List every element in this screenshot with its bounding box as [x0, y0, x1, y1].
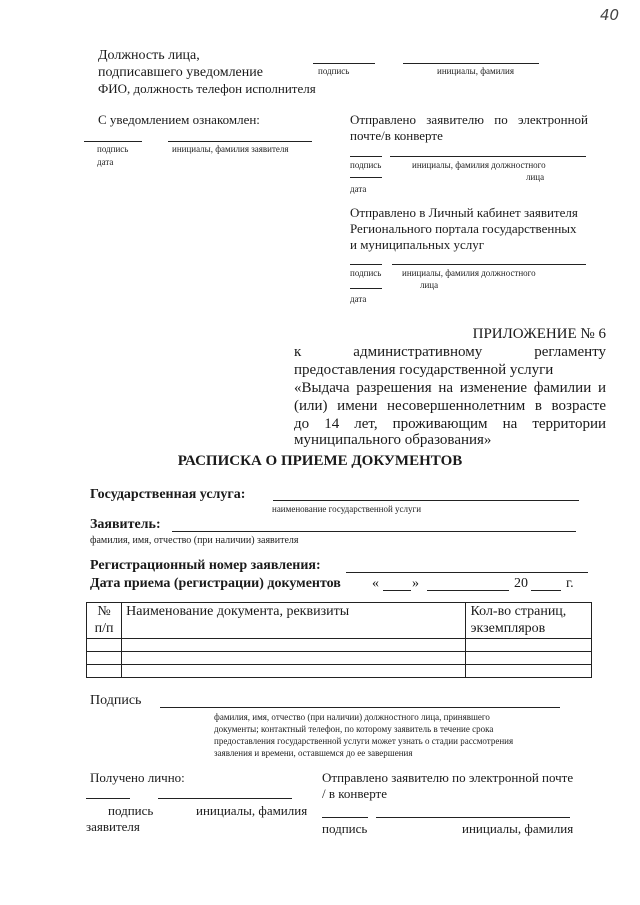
applicant-line — [172, 531, 576, 532]
date-day-line — [383, 590, 411, 591]
signature-cap-line1: фамилия, имя, отчество (при наличии) должностного лица, принявшего — [214, 712, 490, 722]
acquainted-cap-initials: инициалы, фамилия заявителя — [172, 144, 289, 154]
page-number: 40 — [600, 6, 620, 24]
sent-email-initials-line — [390, 156, 586, 157]
date-quote-open: « — [372, 576, 379, 591]
received-initials-line — [158, 798, 292, 799]
service-label: Государственная услуга: — [90, 487, 246, 502]
appendix-line5: до 14 лет, проживающим на территории — [294, 416, 606, 432]
footer-sent-label-line1: Отправлено заявителю по электронной почте — [322, 770, 574, 785]
table-row — [87, 639, 592, 652]
date-month-line — [427, 590, 509, 591]
date-year-suffix: г. — [566, 576, 574, 591]
received-cap-applicant: заявителя — [86, 819, 140, 834]
signature-cap-line3: предоставления государственной услуги может узнать о стадии рассмотрения — [214, 736, 514, 746]
footer-sent-initials-line — [376, 817, 570, 818]
footer-sent-signature-line — [322, 817, 368, 818]
date-year-line — [531, 590, 561, 591]
fio-label: ФИО, должность телефон исполнителя — [98, 81, 316, 96]
received-cap-initials: инициалы, фамилия — [196, 803, 308, 818]
signature-cap-line4: заявления и времени, оставшемся до ее завершения — [214, 748, 413, 758]
service-cap: наименование государственной услуги — [272, 504, 422, 514]
signature-label: Подпись — [90, 693, 142, 708]
sent-cabinet-cap-date: дата — [350, 294, 367, 304]
position-label-line1: Должность лица, — [98, 48, 200, 63]
appendix-line1: к административному регламенту — [294, 344, 606, 360]
sent-email-cap-initials-line1: инициалы, фамилия должностного — [412, 160, 546, 170]
sent-email-cap-signature: подпись — [350, 160, 382, 170]
sent-cabinet-text-line2: Регионального портала государственных — [350, 221, 577, 236]
header-pages-line2: экземпляров — [470, 621, 546, 636]
sent-email-cap-date: дата — [350, 184, 367, 194]
applicant-cap: фамилия, имя, отчество (при наличии) заявителя — [90, 535, 299, 546]
sent-cabinet-date-line — [350, 288, 382, 289]
received-label: Получено лично: — [90, 770, 185, 785]
sent-email-text-line2: почте/в конверте — [350, 128, 443, 143]
documents-table — [86, 602, 592, 678]
signature-line — [160, 707, 560, 708]
sent-email-cap-initials-line2: лица — [526, 172, 545, 182]
header-cap-initials: инициалы, фамилия — [437, 66, 514, 76]
service-line — [273, 500, 579, 501]
footer-sent-cap-initials: инициалы, фамилия — [462, 821, 574, 836]
date-label: Дата приема (регистрации) документов — [90, 576, 341, 591]
acquainted-initials-line — [168, 141, 312, 142]
appendix-title: ПРИЛОЖЕНИЕ № 6 — [472, 326, 606, 342]
sent-cabinet-text-line3: и муниципальных услуг — [350, 237, 485, 252]
header-signature-line — [313, 63, 375, 64]
header-pages — [466, 603, 592, 639]
header-cap-signature: подпись — [318, 66, 350, 76]
header-initials-line — [403, 63, 539, 64]
header-number-line1: № — [97, 604, 111, 619]
applicant-label: Заявитель: — [90, 517, 161, 532]
footer-sent-cap-signature: подпись — [322, 821, 368, 836]
sent-cabinet-signature-line — [350, 264, 382, 265]
signature-cap-line2: документы; контактный телефон, по которому заявитель в течение срока — [214, 724, 494, 734]
sent-cabinet-cap-initials-line2: лица — [420, 280, 439, 290]
sent-email-date-line — [350, 177, 382, 178]
appendix-line4: (или) имени несовершеннолетним в возрасте — [294, 398, 606, 414]
appendix-line6: муниципального образования» — [294, 432, 492, 448]
table-header-row — [87, 603, 592, 639]
acquainted-cap-date: дата — [97, 157, 114, 167]
receipt-title: РАСПИСКА О ПРИЕМЕ ДОКУМЕНТОВ — [177, 453, 463, 469]
received-cap-signature: подпись — [108, 803, 154, 818]
table-row — [87, 665, 592, 678]
reg-number-line — [346, 572, 588, 573]
sent-email-signature-line — [350, 156, 382, 157]
acquainted-label: С уведомлением ознакомлен: — [98, 112, 260, 127]
header-number — [87, 603, 122, 639]
table-row — [87, 652, 592, 665]
reg-number-label: Регистрационный номер заявления: — [90, 558, 321, 573]
received-signature-line — [86, 798, 130, 799]
header-pages-line1: Кол-во страниц, — [470, 604, 567, 619]
position-label-line2: подписавшего уведомление — [98, 65, 263, 80]
sent-email-text-line1: Отправлено заявителю по электронной — [350, 112, 588, 127]
date-year-prefix: 20 — [514, 576, 528, 591]
sent-cabinet-initials-line — [392, 264, 586, 265]
acquainted-cap-signature: подпись — [97, 144, 129, 154]
footer-sent-label-line2: / в конверте — [322, 786, 387, 801]
header-number-line2: п/п — [94, 621, 114, 636]
header-document-name-line1: Наименование документа, реквизиты — [126, 604, 350, 619]
acquainted-signature-line — [84, 141, 142, 142]
sent-cabinet-text-line1: Отправлено в Личный кабинет заявителя — [350, 205, 578, 220]
sent-cabinet-cap-signature: подпись — [350, 268, 382, 278]
date-quote-close: » — [412, 576, 419, 591]
sent-cabinet-cap-initials-line1: инициалы, фамилия должностного — [402, 268, 536, 278]
appendix-line2: предоставления государственной услуги — [294, 362, 554, 378]
header-document-name — [122, 603, 466, 639]
appendix-line3: «Выдача разрешения на изменение фамилии и — [294, 380, 606, 396]
